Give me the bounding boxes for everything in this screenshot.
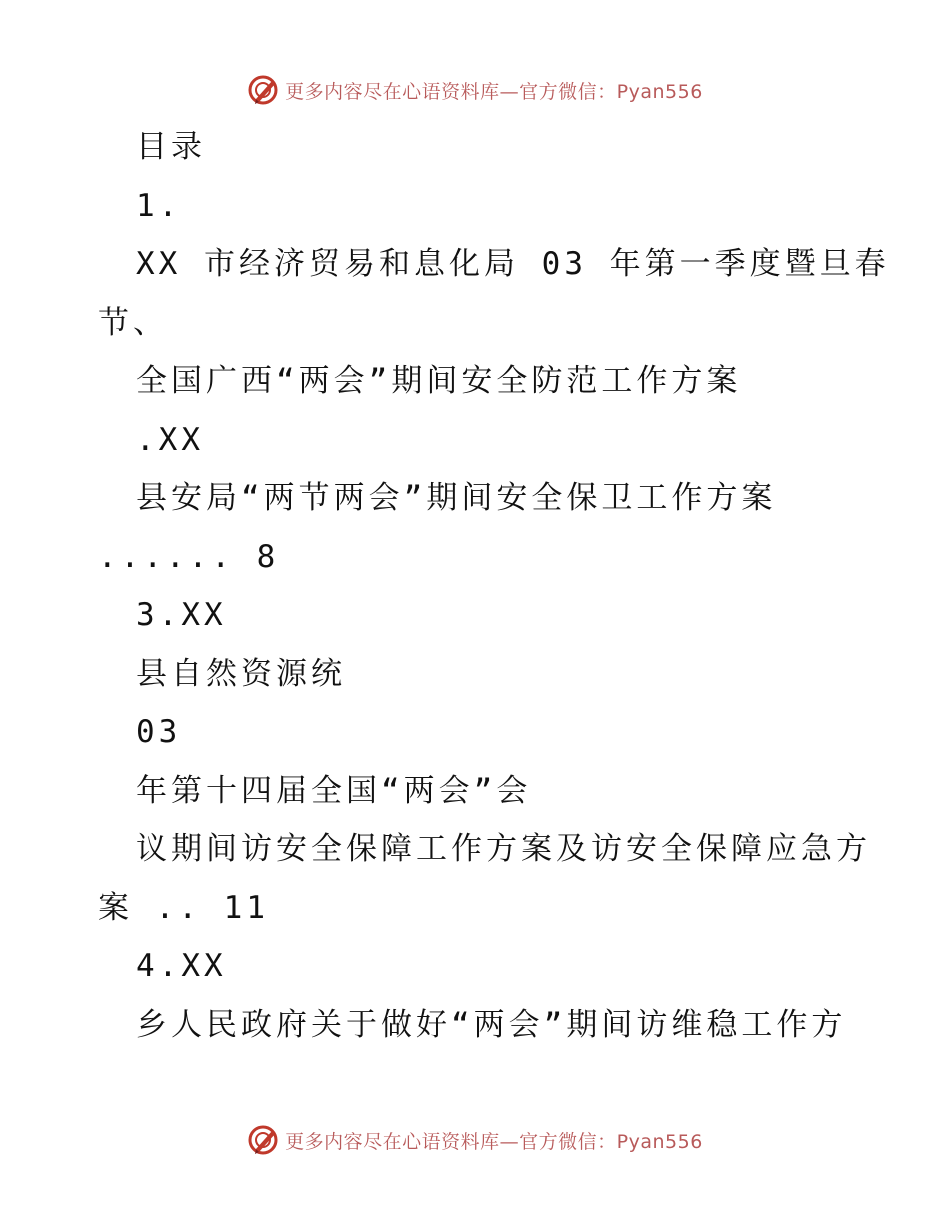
text-line: 县自然资源统 — [136, 655, 346, 692]
text-line: 1. — [136, 187, 182, 224]
text-line: 全国广西“两会”期间安全防范工作方案 — [136, 363, 742, 399]
text-line: 议期间访安全保障工作方案及访安全保障应急方 — [136, 831, 871, 867]
footer-watermark — [0, 1120, 950, 1160]
text-line: ...... 8 — [98, 538, 280, 575]
text-line: 案 .. 11 — [98, 889, 269, 926]
text-line: 节、 — [98, 304, 168, 341]
watermark-handle: Pyan556 — [616, 1130, 703, 1153]
header-watermark — [0, 70, 950, 110]
text-line: XX 市经济贸易和息化局 03 年第一季度暨旦春 — [136, 246, 890, 282]
watermark-text: 更多内容尽在心语资料库—官方微信：Pyan556 — [285, 1130, 703, 1153]
pen-logo-icon — [247, 1123, 281, 1157]
text-line: 乡人民政府关于做好“两会”期间访维稳工作方 — [136, 1006, 847, 1043]
text-line: 4.XX — [136, 948, 227, 984]
text-line: 03 — [136, 714, 182, 750]
watermark-text: 更多内容尽在心语资料库—官方微信：Pyan556 — [285, 80, 703, 103]
text-line: 县安局“两节两会”期间安全保卫工作方案 — [136, 480, 777, 516]
text-line: .XX — [136, 421, 204, 458]
text-line: 年第十四届全国“两会”会 — [136, 772, 532, 809]
text-line: 目录 — [136, 129, 206, 165]
watermark-handle: Pyan556 — [616, 80, 703, 103]
pen-logo-icon — [247, 73, 281, 107]
text-line: 3.XX — [136, 597, 227, 633]
document-body — [0, 118, 950, 1054]
